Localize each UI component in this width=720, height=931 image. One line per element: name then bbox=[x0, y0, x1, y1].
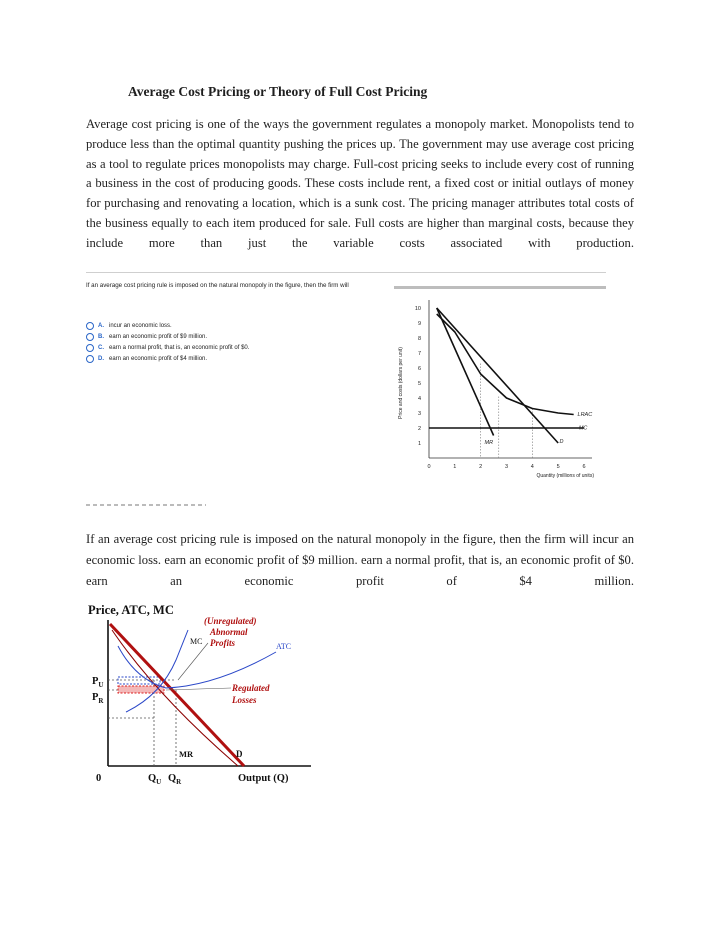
chart-label-lrac: LRAC bbox=[577, 412, 593, 418]
chart-y-axis-label: Price and costs (dollars per unit) bbox=[398, 347, 404, 419]
quiz-screenshot bbox=[86, 272, 606, 500]
qr-label: $Q_R$ bbox=[168, 773, 182, 786]
unregulated-label: (Unregulated) bbox=[204, 616, 257, 626]
divider bbox=[394, 286, 606, 289]
chart-y-tick-label: 3 bbox=[417, 411, 421, 417]
chart-y-tick-label: 9 bbox=[417, 321, 421, 327]
page-title: Average Cost Pricing or Theory of Full Cost Pricing bbox=[128, 84, 428, 99]
radio-icon[interactable] bbox=[86, 344, 94, 352]
intro-paragraph: Average cost pricing is one of the ways the government regulates a monopoly market. Monopolists tend to produce less than the optimal quantity pushing the prices up. The government may use average cost pricing as a tool to regulate prices monopolists may charge. Full-cost pricing seeks to include every cost of running a business in the cost of producing goods. These costs include rent, a fixed cost or initial outlays of money for purchasing and renovating a location, which is a sunk cost. The pricing manager attributes total costs of the business equally to each item produced for sale. Full costs are higher than marginal costs, because they include more than just the variable costs associated with production. bbox=[86, 117, 634, 250]
chart-label-mc: MC bbox=[578, 425, 588, 432]
quiz-option-b[interactable]: B. earn an economic profit of $9 million. bbox=[86, 333, 207, 341]
chart-y-tick-label: 6 bbox=[417, 366, 421, 372]
chart-y-tick-label: 7 bbox=[417, 351, 421, 357]
chart-x-tick-label: 1 bbox=[453, 464, 457, 470]
chart-y-tick-label: 4 bbox=[417, 396, 421, 402]
diagram-y-axis-label: Price, ATC, MC bbox=[88, 603, 174, 617]
radio-icon[interactable] bbox=[86, 322, 94, 330]
faded-link bbox=[86, 504, 206, 506]
mc-curve bbox=[126, 630, 188, 712]
divider bbox=[86, 272, 606, 273]
mr-curve bbox=[112, 630, 238, 766]
qu-label: $Q_U$ bbox=[148, 773, 162, 786]
radio-icon[interactable] bbox=[86, 333, 94, 341]
regulation-diagram bbox=[86, 600, 346, 800]
atc-curve bbox=[118, 646, 276, 688]
diagram-x-axis-label: Output (Q) bbox=[238, 773, 289, 784]
profits-label: Profits bbox=[210, 638, 236, 648]
chart-x-tick-label: 2 bbox=[479, 464, 483, 470]
chart-y-tick-label: 5 bbox=[417, 381, 421, 387]
cost-chart bbox=[394, 290, 606, 500]
losses-label: Losses bbox=[232, 695, 257, 705]
regulated-label: Regulated bbox=[232, 683, 270, 693]
callout-line bbox=[166, 688, 231, 690]
mc-label: MC bbox=[190, 637, 203, 646]
chart-x-tick-label: 4 bbox=[530, 464, 534, 470]
chart-x-tick-label: 6 bbox=[582, 464, 586, 470]
quiz-option-d[interactable]: D. earn an economic profit of $4 million. bbox=[86, 355, 207, 363]
chart-series-lrac bbox=[437, 314, 574, 415]
mr-label: MR bbox=[179, 749, 194, 759]
pr-label: $P_R$ bbox=[92, 692, 104, 705]
quiz-option-c[interactable]: C. earn a normal profit, that is, an economic profit of $0. bbox=[86, 344, 249, 352]
abnormal-label: Abnormal bbox=[210, 627, 248, 637]
question-paragraph: If an average cost pricing rule is imposed on the natural monopoly in the figure, then the firm will incur an economic loss. earn an economic profit of $9 million. earn a normal profit, that is, an economic profit of $0. earn an economic profit of $4 million. bbox=[86, 532, 634, 588]
quiz-option-a[interactable]: A. incur an economic loss. bbox=[86, 322, 172, 330]
chart-y-tick-label: 2 bbox=[417, 426, 421, 432]
d-label: D bbox=[236, 749, 243, 759]
chart-label-mr: MR bbox=[484, 439, 494, 446]
origin-label: 0 bbox=[96, 773, 102, 784]
quiz-question: If an average cost pricing rule is imposed on the natural monopoly in the figure, then the firm will bbox=[86, 282, 349, 289]
chart-x-tick-label: 3 bbox=[504, 464, 509, 470]
chart-series-mr bbox=[437, 308, 494, 436]
radio-icon[interactable] bbox=[86, 355, 94, 363]
atc-label: ATC bbox=[276, 642, 292, 651]
chart-x-axis-label: Quantity (millions of units) bbox=[536, 473, 594, 479]
chart-label-d: D bbox=[559, 439, 564, 445]
chart-y-tick-label: 1 bbox=[417, 441, 421, 447]
chart-series-d bbox=[437, 308, 558, 443]
chart-x-tick-label: 0 bbox=[427, 464, 431, 470]
chart-y-tick-label: 8 bbox=[417, 336, 421, 342]
callout-line bbox=[178, 643, 208, 680]
chart-y-tick-label: 10 bbox=[414, 306, 421, 312]
pu-label: $P_U$ bbox=[92, 676, 104, 689]
chart-x-tick-label: 5 bbox=[556, 464, 560, 470]
